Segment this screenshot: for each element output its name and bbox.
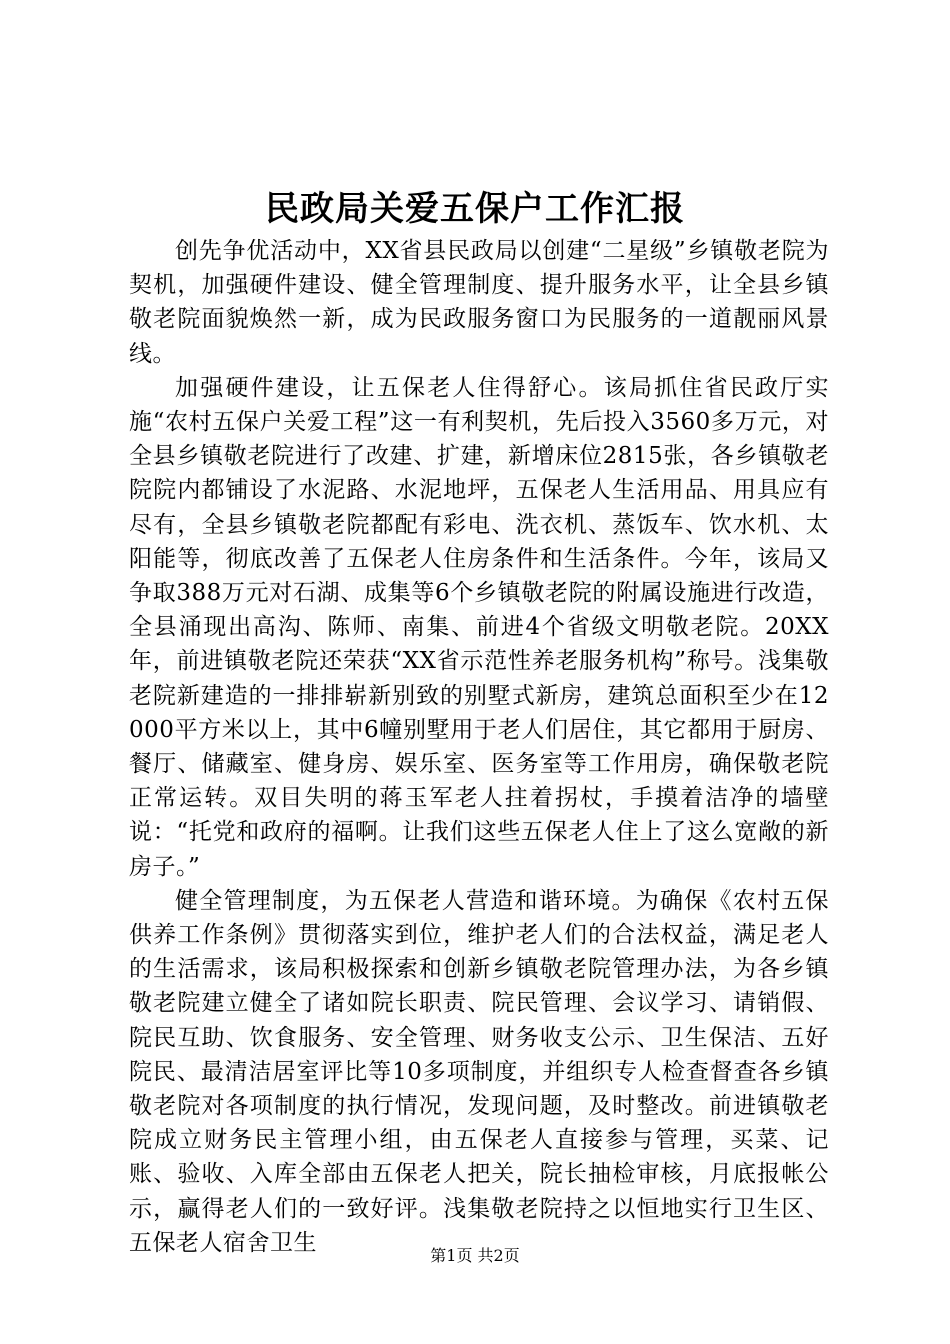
document-title: 民政局关爱五保户工作汇报 [265,189,685,229]
paragraph-management: 健全管理制度，为五保老人营造和谐环境。为确保《农村五保供养工作条例》贯彻落实到位，维护老人们的合法权益，满足老人的生活需求，该局积极探索和创新乡镇敬老院管理办法，为各乡镇敬老院建立健全了诸如院长职责、院民管理、会议学习、请销假、院民互助、饮食服务、安全管理、财务收支公示、卫生保洁、五好院民、最清洁居室评比等10多项制度，并组织专人检查督查各乡镇敬老院对各项制度的执行情况，发现问题，及时整改。前进镇敬老院成立财务民主管理小组，由五保老人直接参与管理，买菜、记账、验收、入库全部由五保老人把关，院长抽检审核，月底报帐公示，赢得老人们的一致好评。浅集敬老院持之以恒地实行卫生区、五保老人宿舍卫生 [129,887,829,1256]
paragraph-hardware: 加强硬件建设，让五保老人住得舒心。该局抓住省民政厅实施“农村五保户关爱工程”这一有利契机，先后投入3560多万元，对全县乡镇敬老院进行了改建、扩建，新增床位2815张，各乡镇敬老院院内都铺设了水泥路、水泥地坪，五保老人生活用品、用具应有尽有，全县乡镇敬老院都配有彩电、洗衣机、蒸饭车、饮水机、太阳能等，彻底改善了五保老人住房条件和生活条件。今年，该局又争取388万元对石湖、成集等6个乡镇敬老院的附属设施进行改造，全县涌现出高沟、陈师、南集、前进4个省级文明敬老院。20XX年，前进镇敬老院还荣获“XX省示范性养老服务机构”称号。浅集敬老院新建造的一排排崭新别致的别墅式新房，建筑总面积至少在12000平方米以上，其中6幢别墅用于老人们居住，其它都用于厨房、餐厅、储藏室、健身房、娱乐室、医务室等工作用房，确保敬老院正常运转。双目失明的蒋玉军老人拄着拐杖，手摸着洁净的墙壁说：“托党和政府的福啊。让我们这些五保老人住上了这么宽敞的新房子。” [129,374,829,880]
paragraph-intro: 创先争优活动中，XX省县民政局以创建“二星级”乡镇敬老院为契机，加强硬件建设、健全管理制度、提升服务水平，让全县乡镇敬老院面貌焕然一新，成为民政服务窗口为民服务的一道靓丽风景线。 [129,238,829,367]
document-body [129,234,829,1260]
page-number-footer: 第1页 共2页 [430,1246,520,1265]
